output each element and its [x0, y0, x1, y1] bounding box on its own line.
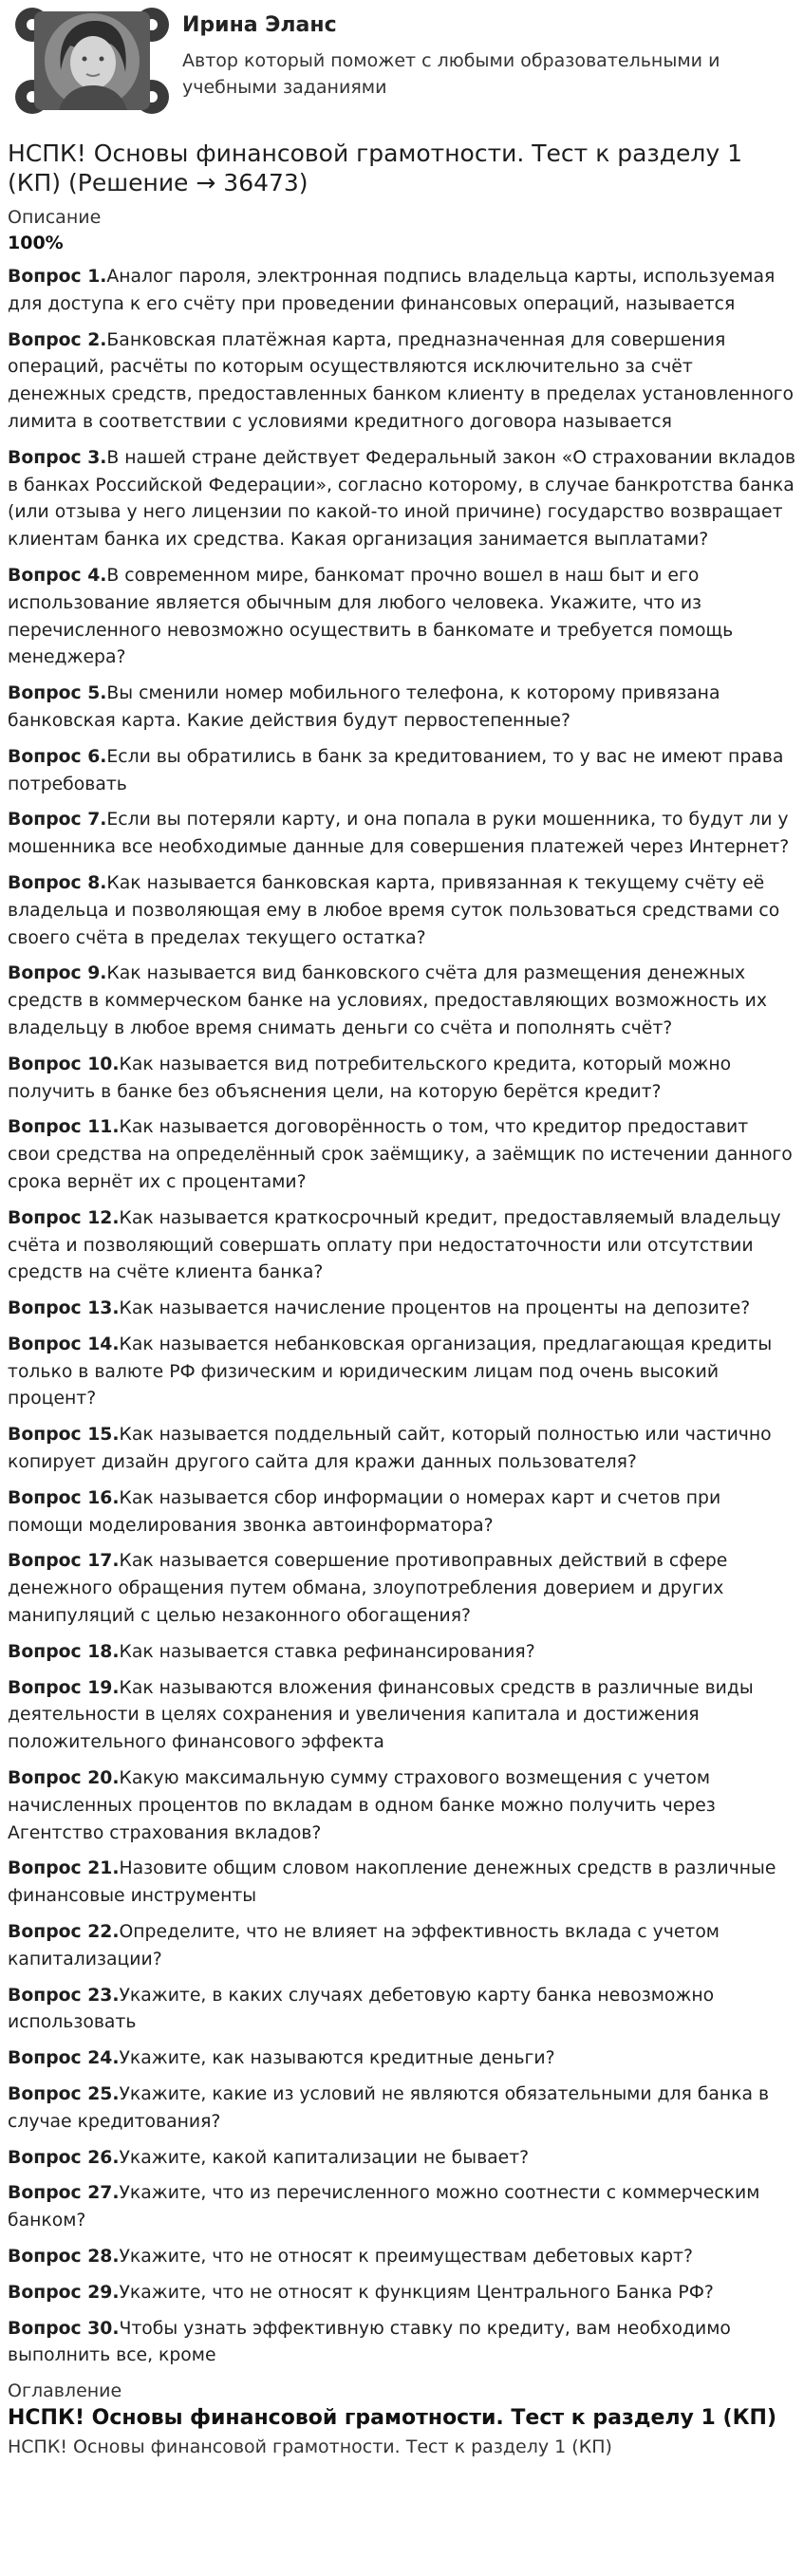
question-number: Вопрос 13.	[8, 1298, 120, 1319]
question-18	[8, 1639, 796, 1667]
toc-label: Оглавление	[8, 2380, 122, 2402]
question-text: Укажите, что не относят к функциям Центрального Банка РФ?	[119, 2282, 714, 2303]
question-text: Назовите общим словом накопление денежных средств в различные финансовые инструменты	[8, 1858, 776, 1907]
question-text: Как называется совершение противоправных действий в сфере денежного обращения путем обмана, злоупотребления доверием и других манипуляций с целью незаконного обогащения?	[8, 1551, 728, 1627]
question-text: Укажите, какой капитализации не бывает?	[119, 2147, 530, 2168]
author-description: Автор который поможет с любыми образовательными и учебными заданиями	[182, 50, 720, 98]
question-7	[8, 807, 796, 862]
question-15	[8, 1422, 796, 1477]
question-27	[8, 2180, 796, 2235]
question-text: Как называется поддельный сайт, который полностью или частично копирует дизайн другого сайта для кражи данных пользователя?	[8, 1425, 772, 1473]
question-text: Как называется договорённость о том, что кредитор предоставит свои средства на определённый срок заёмщику, а заёмщик по истечении данного срока вернёт их с процентами?	[8, 1117, 793, 1192]
question-text: Вы сменили номер мобильного телефона, к которому привязана банковская карта. Какие действия будут первостепенные?	[8, 683, 720, 731]
question-24	[8, 2045, 796, 2073]
question-29	[8, 2280, 796, 2307]
question-6	[8, 744, 796, 799]
question-text: Как называется небанковская организация, предлагающая кредиты только в валюте РФ физическим и юридическим лицам под очень высокий процент?	[8, 1334, 773, 1409]
question-1	[8, 264, 796, 319]
question-number: Вопрос 29.	[8, 2282, 120, 2303]
question-14	[8, 1332, 796, 1413]
question-number: Вопрос 25.	[8, 2084, 120, 2105]
question-number: Вопрос 16.	[8, 1487, 120, 1508]
question-text: Банковская платёжная карта, предназначенная для совершения операций, расчёты по которым осуществляются исключительно за счёт денежных средств, предоставленных банком клиенту в пределах установленного лимита в соответствии с условиями кредитного договора называется	[8, 329, 795, 432]
question-13	[8, 1296, 796, 1323]
question-number: Вопрос 9.	[8, 963, 107, 984]
question-number: Вопрос 27.	[8, 2183, 120, 2204]
question-20	[8, 1765, 796, 1847]
question-number: Вопрос 11.	[8, 1117, 120, 1138]
question-text: В нашей стране действует Федеральный закон «О страховании вкладов в банках Российской Федерации», согласно которому, в случае банкротства банка (или отзыва у него лицензии по какой-то иной причине) государство возвращает клиентам банка их средства. Какая организация занимается выплатами?	[8, 447, 796, 551]
question-text: Какую максимальную сумму страхового возмещения с учетом начисленных процентов по вкладам в одном банке можно получить через Агентство страхования вкладов?	[8, 1768, 716, 1843]
toc-heading[interactable]: НСПК! Основы финансовой грамотности. Тест к разделу 1 (КП)	[8, 2406, 777, 2431]
question-number: Вопрос 18.	[8, 1641, 120, 1662]
question-number: Вопрос 22.	[8, 1922, 120, 1943]
question-number: Вопрос 4.	[8, 565, 107, 586]
question-text: Как называется сбор информации о номерах карт и счетов при помощи моделирования звонка автоинформатора?	[8, 1487, 721, 1536]
question-number: Вопрос 26.	[8, 2147, 120, 2168]
question-16	[8, 1485, 796, 1540]
question-30	[8, 2316, 796, 2371]
question-text: Укажите, как называются кредитные деньги?	[119, 2048, 555, 2069]
question-text: Укажите, что из перечисленного можно соотнести с коммерческим банком?	[8, 2183, 760, 2231]
question-text: Укажите, что не относят к преимуществам дебетовых карт?	[119, 2247, 693, 2267]
question-number: Вопрос 7.	[8, 810, 107, 831]
question-23	[8, 1983, 796, 2038]
question-number: Вопрос 12.	[8, 1207, 120, 1228]
author-avatar[interactable]	[11, 4, 173, 118]
question-11	[8, 1114, 796, 1196]
question-10	[8, 1052, 796, 1107]
question-12	[8, 1205, 796, 1287]
question-number: Вопрос 2.	[8, 329, 107, 350]
question-28	[8, 2244, 796, 2271]
question-text: Если вы обратились в банк за кредитованием, то у вас не имеют права потребовать	[8, 746, 784, 794]
question-4	[8, 563, 796, 672]
question-17	[8, 1548, 796, 1630]
question-number: Вопрос 10.	[8, 1054, 120, 1074]
question-text: Определите, что не влияет на эффективность вклада с учетом капитализации?	[8, 1922, 720, 1969]
question-number: Вопрос 15.	[8, 1425, 120, 1446]
question-3	[8, 445, 796, 554]
toc-item[interactable]: НСПК! Основы финансовой грамотности. Тест к разделу 1 (КП)	[8, 2436, 612, 2458]
question-number: Вопрос 3.	[8, 447, 107, 468]
question-19	[8, 1675, 796, 1757]
question-text: Укажите, в каких случаях дебетовую карту банка невозможно использовать	[8, 1985, 715, 2033]
question-text: Как называется вид потребительского кредита, который можно получить в банке без объяснения цели, на которую берётся кредит?	[8, 1054, 732, 1102]
question-number: Вопрос 28.	[8, 2247, 120, 2267]
question-22	[8, 1919, 796, 1974]
score-value: 100%	[8, 233, 64, 253]
question-text: Чтобы узнать эффективную ставку по кредиту, вам необходимо выполнить все, кроме	[8, 2318, 731, 2366]
question-text: Укажите, какие из условий не являются обязательными для банка в случае кредитования?	[8, 2084, 770, 2132]
question-number: Вопрос 6.	[8, 746, 107, 767]
question-number: Вопрос 24.	[8, 2048, 120, 2069]
question-text: Аналог пароля, электронная подпись владельца карты, используемая для доступа к его счёту при проведении финансовых операций, называется	[8, 267, 776, 314]
question-number: Вопрос 19.	[8, 1677, 120, 1698]
document-title: НСПК! Основы финансовой грамотности. Тест к разделу 1 (КП) (Решение → 36473)	[8, 140, 743, 196]
question-text: Как называются вложения финансовых средств в различные виды деятельности в целях сохранения и увеличения капитала и достижения положительного финансового эффекта	[8, 1677, 754, 1753]
question-number: Вопрос 21.	[8, 1858, 120, 1879]
question-text: Если вы потеряли карту, и она попала в руки мошенника, то будут ли у мошенника все необходимые данные для совершения платежей через Интернет?	[8, 810, 790, 858]
question-number: Вопрос 23.	[8, 1985, 120, 2006]
question-26	[8, 2145, 796, 2173]
question-9	[8, 961, 796, 1042]
question-number: Вопрос 17.	[8, 1551, 120, 1572]
question-text: Как называется вид банковского счёта для размещения денежных средств в коммерческом банке на условиях, предоставляющих возможность их владельцу в любое время снимать деньги со счёта и пополнять счёт?	[8, 963, 767, 1038]
question-number: Вопрос 8.	[8, 872, 107, 893]
question-5	[8, 681, 796, 736]
description-label: Описание	[8, 207, 102, 228]
question-number: Вопрос 20.	[8, 1768, 120, 1789]
author-name[interactable]: Ирина Эланс	[182, 13, 337, 37]
question-21	[8, 1856, 796, 1911]
question-number: Вопрос 1.	[8, 267, 107, 287]
question-list	[8, 264, 796, 2370]
question-text: Как называется краткосрочный кредит, предоставляемый владельцу счёта и позволяющий совершать оплату при недостаточности или отсутствии средств на счёте клиента банка?	[8, 1207, 781, 1283]
author-card	[8, 0, 796, 121]
question-text: Как называется начисление процентов на проценты на депозите?	[119, 1298, 751, 1319]
question-text: В современном мире, банкомат прочно вошел в наш быт и его использование является обычным для любого человека. Укажите, что из перечисленного невозможно осуществить в банкомате и требуется помощь менеджера?	[8, 565, 734, 668]
question-number: Вопрос 14.	[8, 1334, 120, 1354]
question-2	[8, 327, 796, 437]
question-8	[8, 870, 796, 952]
question-25	[8, 2081, 796, 2137]
question-number: Вопрос 5.	[8, 683, 107, 704]
question-text: Как называется банковская карта, привязанная к текущему счёту её владельца и позволяющая ему в любое время суток пользоваться средствами со своего счёта в пределах текущего остатка?	[8, 872, 780, 948]
question-text: Как называется ставка рефинансирования?	[119, 1641, 535, 1662]
question-number: Вопрос 30.	[8, 2318, 120, 2339]
